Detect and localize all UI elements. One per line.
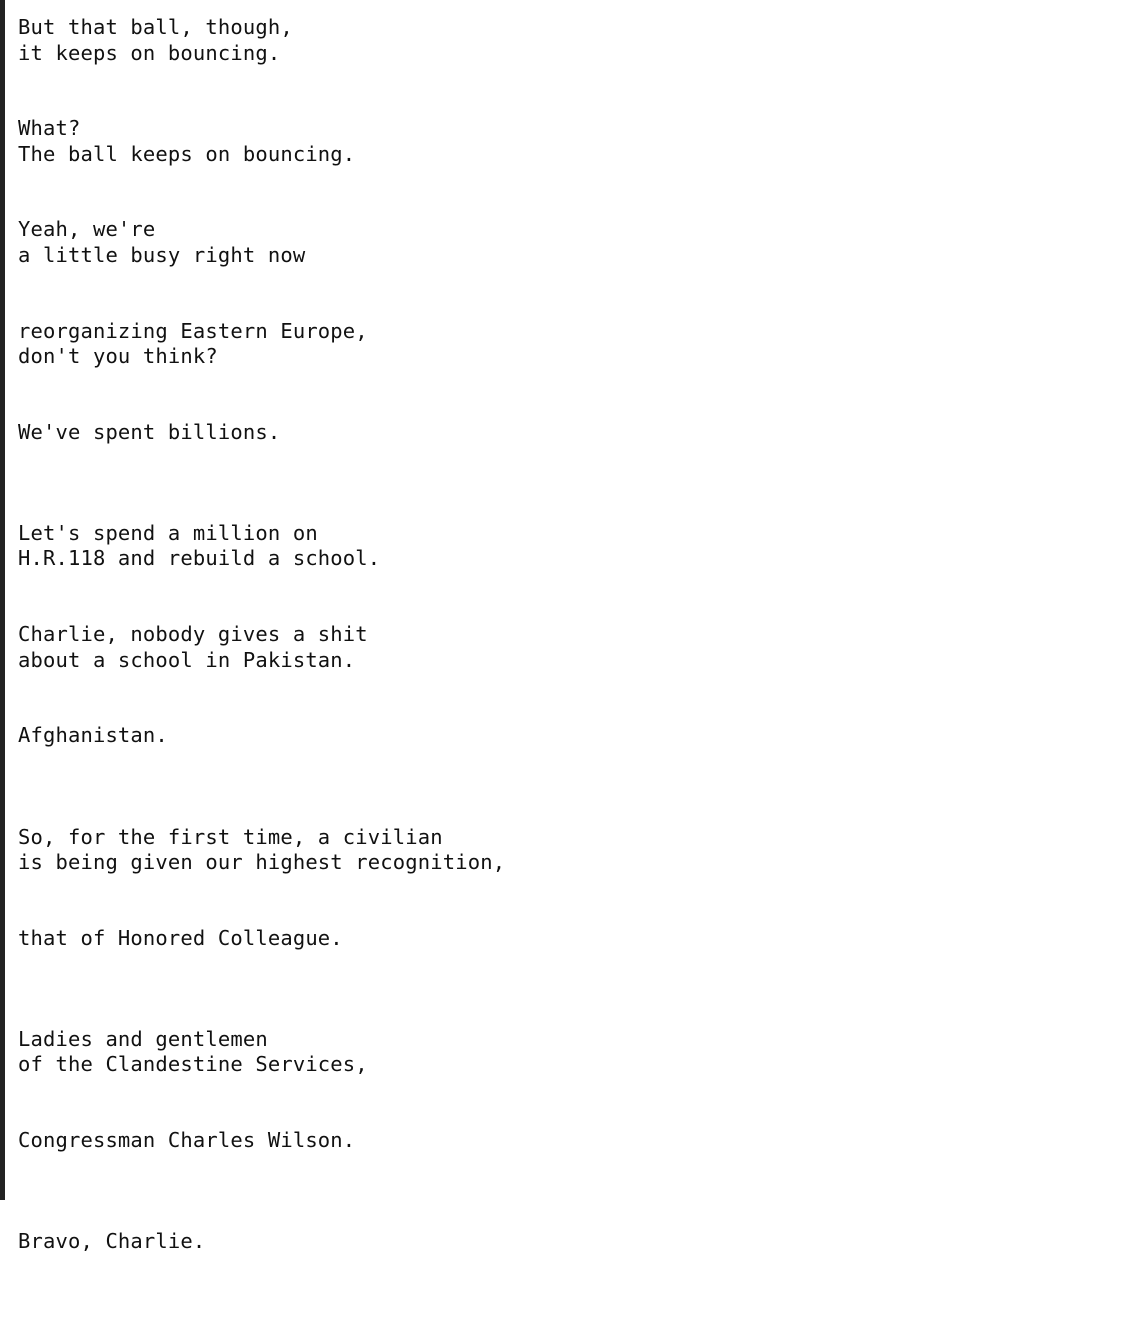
subtitle-block [18, 723, 1108, 824]
subtitle-block [18, 1027, 1108, 1128]
subtitle-block [18, 521, 1108, 622]
subtitle-line: about a school in Pakistan. [18, 647, 356, 672]
subtitle-block [18, 926, 1108, 1027]
subtitle-line: We've spent billions. [18, 419, 281, 444]
subtitle-block [18, 622, 1108, 723]
subtitle-line: The ball keeps on bouncing. [18, 141, 356, 166]
subtitle-line: is being given our highest recognition, [18, 850, 506, 874]
subtitle-line: a little busy right now [18, 242, 306, 267]
subtitle-line: Congressman Charles Wilson. [18, 1128, 356, 1153]
subtitle-line: of the Clandestine Services, [18, 1052, 368, 1077]
subtitle-line: But that ball, though, [18, 15, 293, 39]
subtitle-line: So, for the first time, a civilian [18, 824, 443, 849]
subtitle-line: it keeps on bouncing. [18, 40, 281, 65]
subtitle-block [18, 217, 1108, 318]
subtitle-line: that of Honored Colleague. [18, 925, 343, 950]
subtitle-line: don't you think? [18, 344, 218, 369]
subtitle-line: reorganizing Eastern Europe, [18, 318, 368, 343]
subtitle-block [18, 1128, 1108, 1229]
subtitle-line: H.R.118 and rebuild a school. [18, 546, 381, 571]
subtitle-block [18, 420, 1108, 521]
subtitle-block [18, 1229, 1108, 1330]
subtitle-line: Let's spend a million on [18, 520, 318, 545]
subtitle-document [18, 15, 1108, 1330]
subtitle-line: Ladies and gentlemen [18, 1026, 268, 1051]
subtitle-block [18, 116, 1108, 217]
left-border-bar [0, 0, 5, 1200]
subtitle-line: Yeah, we're [18, 217, 156, 242]
subtitle-line: Afghanistan. [18, 723, 168, 748]
subtitle-line: What? [18, 116, 81, 141]
subtitle-line: Bravo, Charlie. [18, 1229, 206, 1254]
subtitle-line: Charlie, nobody gives a shit [18, 622, 368, 647]
subtitle-block [18, 15, 1108, 116]
subtitle-block [18, 825, 1108, 926]
subtitle-block [18, 319, 1108, 420]
